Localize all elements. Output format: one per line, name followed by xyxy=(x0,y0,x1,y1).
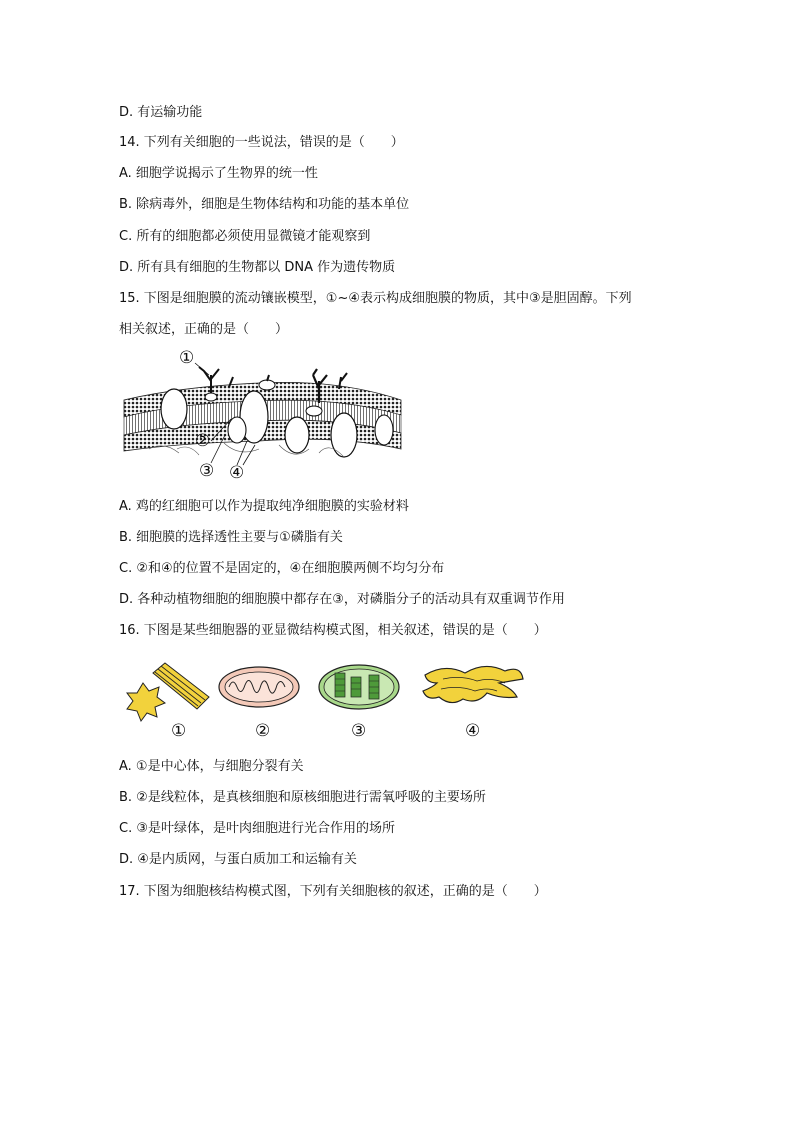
organelle-label-3: ③ xyxy=(351,721,367,741)
organelles-figure xyxy=(125,655,535,747)
q15-option-b: B. 细胞膜的选择透性主要与①磷脂有关 xyxy=(119,530,343,545)
mitochondrion-shape xyxy=(219,667,299,707)
chloroplast-shape xyxy=(319,665,399,709)
organelle-label-1: ① xyxy=(171,721,187,741)
q16-option-b: B. ②是线粒体，是真核细胞和原核细胞进行需氧呼吸的主要场所 xyxy=(119,790,486,805)
er-shape xyxy=(423,666,523,702)
membrane-figure xyxy=(119,345,409,485)
q15-option-a: A. 鸡的红细胞可以作为提取纯净细胞膜的实验材料 xyxy=(119,499,409,514)
organelle-label-2: ② xyxy=(255,721,271,741)
q16-stem: 16. 下图是某些细胞器的亚显微结构模式图，相关叙述，错误的是（ ） xyxy=(119,623,547,638)
organelle-label-4: ④ xyxy=(465,721,481,741)
q17-stem: 17. 下图为细胞核结构模式图，下列有关细胞核的叙述，正确的是（ ） xyxy=(119,884,547,899)
q13-option-d: D. 有运输功能 xyxy=(119,105,203,120)
q14-option-d: D. 所有具有细胞的生物都以 DNA 作为遗传物质 xyxy=(119,260,396,275)
q14-option-a: A. 细胞学说揭示了生物界的统一性 xyxy=(119,166,318,181)
q14-option-c: C. 所有的细胞都必须使用显微镜才能观察到 xyxy=(119,229,371,244)
membrane-label-4: ④ xyxy=(229,463,245,483)
q15-stem-line1: 15. 下图是细胞膜的流动镶嵌模型，①~④表示构成细胞膜的物质，其中③是胆固醇。下列 xyxy=(119,291,632,306)
membrane-label-3: ③ xyxy=(199,461,215,481)
membrane-label-1: ① xyxy=(179,348,195,368)
q16-option-a: A. ①是中心体，与细胞分裂有关 xyxy=(119,759,304,774)
membrane-label-2: ② xyxy=(195,431,211,451)
q14-option-b: B. 除病毒外，细胞是生物体结构和功能的基本单位 xyxy=(119,197,410,212)
q15-stem-line2: 相关叙述，正确的是（ ） xyxy=(119,322,289,337)
membrane-diagram xyxy=(119,345,409,485)
centriole-shape xyxy=(127,663,209,721)
q14-stem: 14. 下列有关细胞的一些说法，错误的是（ ） xyxy=(119,135,404,150)
q16-option-c: C. ③是叶绿体，是叶肉细胞进行光合作用的场所 xyxy=(119,821,395,836)
q16-option-d: D. ④是内质网，与蛋白质加工和运输有关 xyxy=(119,852,357,867)
q15-option-d: D. 各种动植物细胞的细胞膜中都存在③，对磷脂分子的活动具有双重调节作用 xyxy=(119,592,565,607)
q15-option-c: C. ②和④的位置不是固定的，④在细胞膜两侧不均匀分布 xyxy=(119,561,445,576)
